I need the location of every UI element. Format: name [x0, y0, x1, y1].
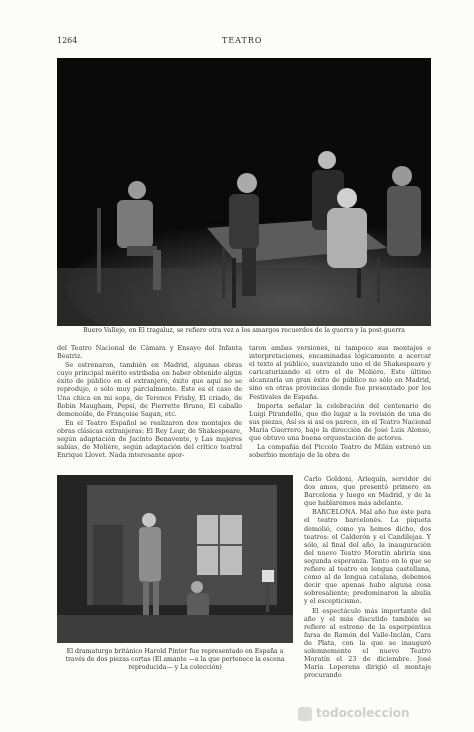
watermark-logo-icon — [298, 707, 312, 721]
stage-scene-illustration — [57, 58, 431, 326]
paragraph: del Teatro Nacional de Cámara y Ensayo del Infanta Beatriz. — [57, 344, 242, 361]
paragraph: BARCELONA. Mal año fue éste para el teatro barcelonés. La piqueta demolió, como ya hemos dicho, dos teatros: el Calderón y el Candilejas. Y sólo, al final del año, la inauguración del nuevo Teatro Moratín abriría una segunda esperanza. Tanto en lo que se refiere al teatro en lengua castellana, como al de lengua catalana, debemos decir que apenas hubo alguna cosa sobresaliente; predominaron la abulia y el escepticismo. — [304, 508, 431, 606]
paragraph: Se estrenaron, también en Madrid, algunas obras cuyo principal mérito estribaba en haber obtenido algún éxito de público en el extranjero, éxito que aquí no se reprodujo, o sólo muy parcialmente. Este es el caso de Una chica en mi sopa, de Terence Frisby, El criado, de Robin Maugham, Pepsi, de Pierrette Bruno, El caballo demonoíde, de Françoise Sagan, etc. — [57, 361, 242, 418]
paragraph: La compañía del Piccolo Teatro de Milán estrenó un soberbio montaje de la obra de — [249, 443, 431, 460]
text-column-right-bottom — [304, 475, 431, 680]
paragraph: En el Teatro Español se realizaron dos montajes de obras clásicas extranjeras: El Rey Lear, de Shakespeare, según adaptación de Jacinto Benavente, y Las mujeres sabias, de Molière, según adaptación del crítico teatral Enrique Llovet. Nada interesante apor- — [57, 418, 242, 460]
room-scene-illustration — [57, 475, 293, 643]
paragraph: Importa señalar la celebración del centenario de Luigi Pirandello, que dio lugar a la revisión de una de sus piezas, Así es si así os parece, en el Teatro Nacional María Guerrero, bajo la dirección de José Luis Alonso, que obtuvo una buena orquestación de actores. — [249, 401, 431, 443]
stage-photo-el-amante — [57, 475, 293, 643]
photo-caption-tragaluz: Buero Vallejo, en El tragaluz, se refiere otra vez a los amargos recuerdos de la guerra y la post-guerra — [83, 327, 405, 334]
section-title: TEATRO — [222, 36, 263, 45]
page-number: 1264 — [57, 36, 78, 45]
watermark-text: todocoleccion — [316, 706, 410, 720]
paragraph: Carlo Goldoni, Arlequín, servidor de dos amos, que presentó primero en Barcelona y luego en Madrid, y de la que hablaremos más adelante. — [304, 475, 431, 508]
text-column-left — [57, 344, 242, 460]
paragraph: El espectáculo más importante del año y el más discutido también se refiere al estreno de la esperpéntica farsa de Ramón del Valle-Inclán, Cara de Plata, con la que se inauguró solemnemente el nuevo Teatro Moratín el 23 de diciembre. José María Loperena dirigió el montaje procurando — [304, 606, 431, 680]
text-column-right-top — [249, 344, 431, 460]
stage-photo-el-tragaluz — [57, 58, 431, 326]
watermark — [298, 702, 466, 724]
page-header — [57, 36, 434, 48]
paragraph: taron ambas versiones, ni tampoco sus montajes e interpretaciones, encaminadas lógicamente a acercar el texto al público, suavizando uno el de Shakespeare y caricaturizando el otro el de Molière. Este último alcanzaría un gran éxito de público no sólo en Madrid, sino en otras provincias donde fue presentado por los Festivales de España. — [249, 344, 431, 401]
photo-caption-pinter: El dramaturgo británico Harold Pinter fue representado en España a través de dos piezas cortas (El amante —a la que pertenece la escena reproducida— y La colección) — [65, 648, 285, 671]
